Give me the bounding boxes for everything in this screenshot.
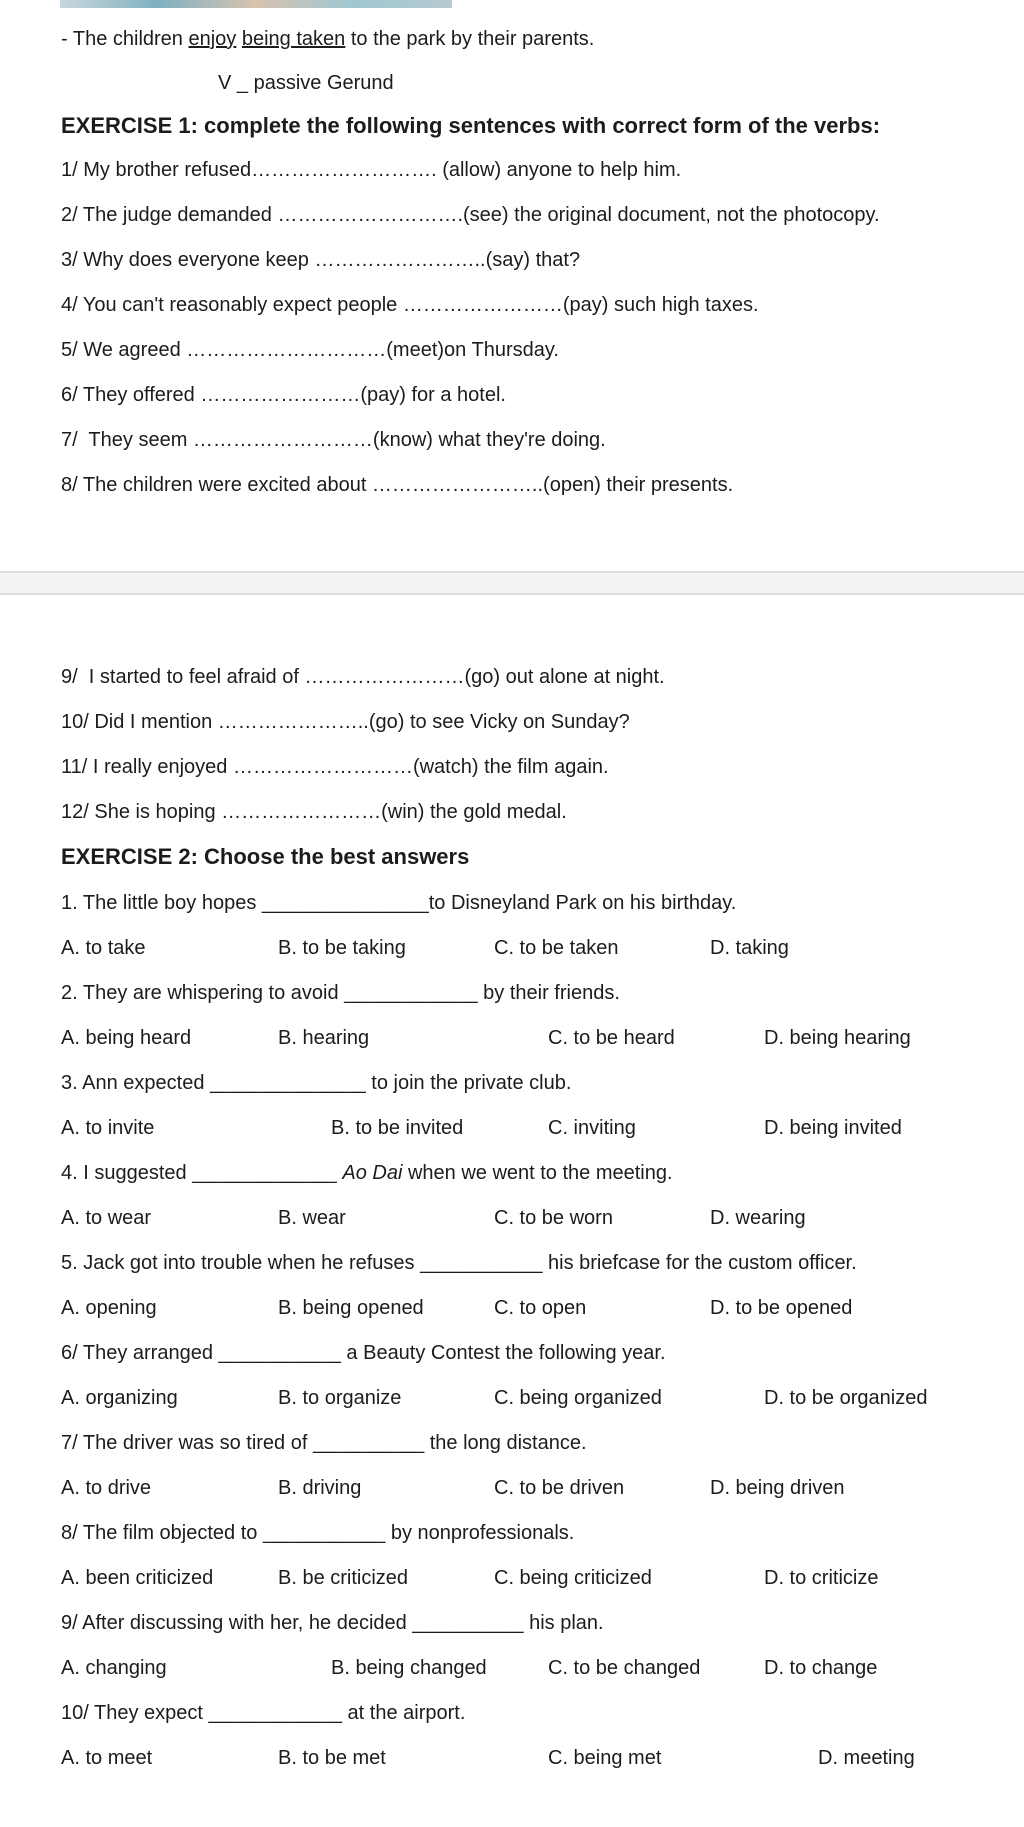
exercise1-item: 2/ The judge demanded ……………………….(see) the original document, not the photocopy.	[61, 204, 880, 226]
answer-option: C. to be worn	[494, 1207, 613, 1229]
answer-option: A. opening	[61, 1297, 157, 1319]
question: 4. I suggested _____________ Ao Dai when we went to the meeting.	[61, 1162, 673, 1184]
question: 9/ After discussing with her, he decided __________ his plan.	[61, 1612, 604, 1634]
question: 5. Jack got into trouble when he refuses ___________ his briefcase for the custom officer.	[61, 1252, 857, 1274]
question: 3. Ann expected ______________ to join the private club.	[61, 1072, 572, 1094]
exercise1-item: 8/ The children were excited about ……………………..(open) their presents.	[61, 474, 734, 496]
grammar-rule: V _ passive Gerund	[218, 72, 394, 94]
answer-option: B. hearing	[278, 1027, 370, 1049]
answer-option: C. being organized	[494, 1387, 662, 1409]
answer-option: C. to be taken	[494, 937, 619, 959]
answer-option: D. being invited	[764, 1117, 902, 1139]
exercise1-title: EXERCISE 1: complete the following sentences with correct form of the verbs:	[61, 113, 881, 138]
answer-option: A. to take	[61, 937, 146, 959]
answer-option: B. to be invited	[331, 1117, 464, 1139]
answer-option: B. driving	[278, 1477, 362, 1499]
exercise1-item: 10/ Did I mention …………………..(go) to see Vicky on Sunday?	[61, 711, 630, 733]
answer-option: A. been criticized	[61, 1567, 214, 1589]
header-image-strip	[60, 0, 452, 8]
answer-option: C. inviting	[548, 1117, 636, 1139]
question: 8/ The film objected to ___________ by nonprofessionals.	[61, 1522, 575, 1544]
answer-option: D. being driven	[710, 1477, 845, 1499]
answer-option: D. being hearing	[764, 1027, 911, 1049]
answer-option: B. being changed	[331, 1657, 487, 1679]
answer-option: A. to meet	[61, 1747, 153, 1769]
answer-option: D. taking	[710, 937, 789, 959]
page-break-divider	[0, 571, 1024, 595]
answer-option: A. to invite	[61, 1117, 155, 1139]
question: 2. They are whispering to avoid ____________ by their friends.	[61, 982, 620, 1004]
answer-option: D. meeting	[818, 1747, 915, 1769]
exercise1-item: 9/ I started to feel afraid of ……………………(go) out alone at night.	[61, 666, 665, 688]
question: 6/ They arranged ___________ a Beauty Contest the following year.	[61, 1342, 666, 1364]
answer-option: C. being criticized	[494, 1567, 652, 1589]
exercise1-item: 1/ My brother refused………………………. (allow) anyone to help him.	[61, 159, 682, 181]
exercise1-item: 3/ Why does everyone keep ……………………..(say) that?	[61, 249, 581, 271]
answer-option: D. to change	[764, 1657, 878, 1679]
answer-option: A. to drive	[61, 1477, 152, 1499]
answer-option: C. to be heard	[548, 1027, 675, 1049]
answer-option: B. to be taking	[278, 937, 406, 959]
question: 7/ The driver was so tired of __________ the long distance.	[61, 1432, 587, 1454]
exercise1-item: 5/ We agreed …………………………(meet)on Thursday.	[61, 339, 559, 361]
exercise1-item: 6/ They offered ……………………(pay) for a hotel.	[61, 384, 506, 406]
answer-option: B. wear	[278, 1207, 346, 1229]
answer-option: B. be criticized	[278, 1567, 409, 1589]
exercise1-item: 4/ You can't reasonably expect people ……………………(pay) such high taxes.	[61, 294, 759, 316]
example-sentence: - The children enjoy being taken to the park by their parents.	[61, 28, 595, 50]
answer-option: D. to be opened	[710, 1297, 853, 1319]
question: 1. The little boy hopes _______________to Disneyland Park on his birthday.	[61, 892, 737, 914]
answer-option: A. being heard	[61, 1027, 192, 1049]
answer-option: C. to open	[494, 1297, 587, 1319]
answer-option: A. organizing	[61, 1387, 178, 1409]
answer-option: B. to be met	[278, 1747, 386, 1769]
answer-option: A. to wear	[61, 1207, 152, 1229]
answer-option: D. to criticize	[764, 1567, 879, 1589]
answer-option: C. being met	[548, 1747, 662, 1769]
exercise1-item: 12/ She is hoping ……………………(win) the gold medal.	[61, 801, 567, 823]
answer-option: B. being opened	[278, 1297, 424, 1319]
answer-option: A. changing	[61, 1657, 167, 1679]
answer-option: D. to be organized	[764, 1387, 928, 1409]
question: 10/ They expect ____________ at the airport.	[61, 1702, 466, 1724]
answer-option: C. to be driven	[494, 1477, 625, 1499]
exercise2-title: EXERCISE 2: Choose the best answers	[61, 844, 470, 869]
exercise1-item: 11/ I really enjoyed ………………………(watch) the film again.	[61, 756, 609, 778]
answer-option: C. to be changed	[548, 1657, 701, 1679]
exercise1-item: 7/ They seem ………………………(know) what they're doing.	[61, 429, 606, 451]
answer-option: D. wearing	[710, 1207, 806, 1229]
answer-option: B. to organize	[278, 1387, 402, 1409]
